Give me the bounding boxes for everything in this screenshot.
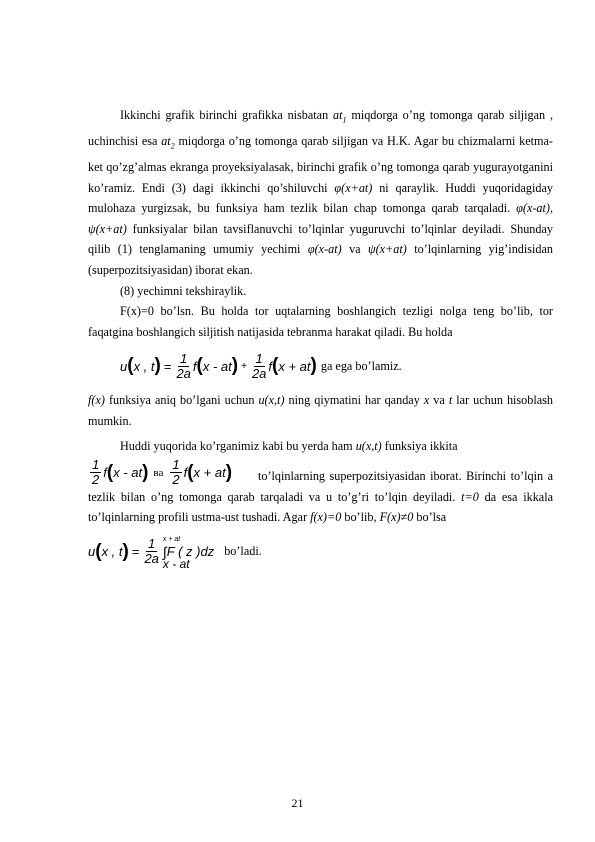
text-run: va: [429, 393, 449, 408]
math-operator: +: [241, 360, 247, 372]
paren: (: [95, 540, 102, 562]
subscript: 1: [342, 115, 347, 125]
paren: (: [106, 461, 114, 483]
integral-upper-limit: x + at: [162, 535, 181, 543]
math-at2: at: [161, 134, 171, 149]
math-phi: φ(x+at): [334, 180, 373, 195]
math-phi-psi: φ(x-at), ψ(x+at): [88, 201, 553, 236]
math-symbol: f: [192, 358, 197, 374]
math-u: u(x,t): [355, 438, 382, 453]
math-symbol: f: [268, 358, 273, 374]
numerator: 1: [255, 350, 263, 366]
paren: ): [225, 461, 233, 483]
paragraph-4: [88, 390, 553, 431]
text-run: bo’lsa: [413, 510, 447, 525]
math-symbol: f: [183, 464, 188, 480]
paren: ): [231, 355, 239, 377]
denominator: 2: [172, 472, 180, 488]
math-args: x , t: [133, 358, 155, 374]
numerator: 1: [148, 536, 156, 552]
text-run: ва: [153, 466, 164, 479]
equation-3: [88, 528, 553, 576]
paren: (: [196, 355, 203, 377]
integral-icon: ∫: [162, 543, 167, 560]
integrand: F ( z )dz: [166, 543, 215, 559]
paren: ): [310, 355, 317, 377]
text-run: lar uchun hisoblash mumkin.: [88, 393, 553, 428]
paragraph-1: [88, 105, 553, 281]
text-run: da esa ikkala to’lqinlarning profili ustma-ust tushadi. Agar: [88, 489, 553, 525]
math-args: x + at: [278, 358, 311, 374]
text-run: bo’ladi.: [224, 544, 262, 559]
denominator: 2a: [251, 365, 267, 381]
denominator: 2a: [144, 551, 159, 567]
math-u: u(x,t): [258, 393, 285, 408]
paragraph-3: F(x)=0 bo’lsn. Bu holda tor uqtalarning boshlangich tezligi nolga teng bo’lib, tor faqatgina boshlangich siljitish natijasida tebranma harakat qiladi. Bu holda: [88, 304, 553, 339]
text-run: ni qaraylik. Huddi yuqoridagiday mulohaza yurgizsak, bu funksiya ham tezlik bilan chap tomonga qarab tarqaladi.: [88, 180, 553, 216]
paren: (: [272, 355, 279, 377]
text-run: ning qiymatini har qanday: [284, 393, 424, 408]
paren: (: [127, 355, 134, 377]
fraction: [144, 537, 158, 566]
equation-1: [88, 342, 553, 390]
paren: (: [187, 461, 194, 483]
fraction: [252, 352, 266, 381]
numerator: 1: [92, 457, 100, 473]
math-psi: ψ(x+at): [368, 242, 407, 257]
math-symbol: f: [103, 464, 107, 480]
paragraph-2: (8) yechimni tekshiraylik.: [120, 283, 247, 298]
paren: ): [122, 540, 129, 562]
math-args: x - at: [202, 358, 232, 374]
math-x: x: [423, 393, 430, 408]
denominator: 2a: [176, 365, 191, 381]
text-run: to’lqinlarning yig’indisidan (superpozitsiyasidan) iborat ekan.: [88, 242, 553, 278]
text-run: miqdorga o’ng tomonga qarab siljigan va H.K. Agar bu chizmalarni ketma-ket qo’zg’almas ekranga proyeksiyalasak, birinchi grafik o’ng tomonga qarab yugurayotganini ko’ramiz. Endi (3) dagi ikkinchi qo’shiluvchi: [88, 134, 553, 195]
subscript: 2: [170, 141, 175, 151]
denominator: 2: [92, 472, 100, 488]
math-t0: t=0: [461, 489, 479, 504]
text-run: ga ega bo’lamiz.: [320, 358, 402, 373]
math-args: x , t: [101, 544, 123, 560]
numerator: 1: [180, 350, 188, 366]
math-operator: =: [163, 358, 172, 374]
text-run: va: [341, 242, 369, 257]
text-run: to’lqinlarning superpozitsiyasidan iborat. Birinchi to’lqin a tezlik bilan o’ng tomonga qarab tarqaladi va u to’g’ri to’lqin deyiladi.: [88, 469, 553, 504]
text-run: Ikkinchi grafik birinchi grafikka nisbatan: [120, 108, 334, 122]
fraction: [170, 458, 181, 487]
fraction: [176, 352, 190, 381]
integral-lower-limit: x - at: [162, 556, 190, 571]
math-t: t: [448, 393, 453, 408]
fraction: [90, 458, 101, 487]
math-args: x - at: [113, 464, 143, 480]
math-phi: φ(x-at): [307, 242, 342, 257]
integral: [163, 534, 214, 570]
text-run: Huddi yuqorida ko’rganimiz kabi bu yerda ham: [120, 438, 356, 453]
math-symbol: u: [88, 544, 96, 560]
numerator: 1: [172, 457, 180, 473]
document-page: [88, 105, 553, 576]
text-run: bo’lib,: [341, 510, 377, 525]
equation-2: [88, 458, 232, 487]
math-fx: f(x): [88, 393, 105, 408]
math-at1: at: [333, 108, 343, 122]
page-number: 21: [291, 796, 304, 810]
text-run: miqdorga o’ng tomonga qarab siljigan , uchinchisi esa: [88, 108, 554, 149]
math-operator: =: [131, 544, 140, 560]
text-run: funksiya aniq bo’lgani uchun: [104, 393, 259, 408]
text-run: funksiyalar bilan tavsiflanuvchi to’lqinlar yuguruvchi to’lqinlar deyiladi. Shunday qilib (1) tenglamaning umumiy yechimi: [88, 221, 553, 257]
math-F: F(x)≠0: [379, 510, 414, 525]
paragraph-5: [88, 436, 553, 457]
math-symbol: u: [120, 358, 128, 374]
paren: ): [142, 461, 149, 483]
math-args: x + at: [193, 464, 226, 480]
math-f0: f(x)=0: [310, 510, 342, 525]
paren: ): [154, 355, 161, 377]
text-run: funksiya ikkita: [381, 438, 458, 453]
